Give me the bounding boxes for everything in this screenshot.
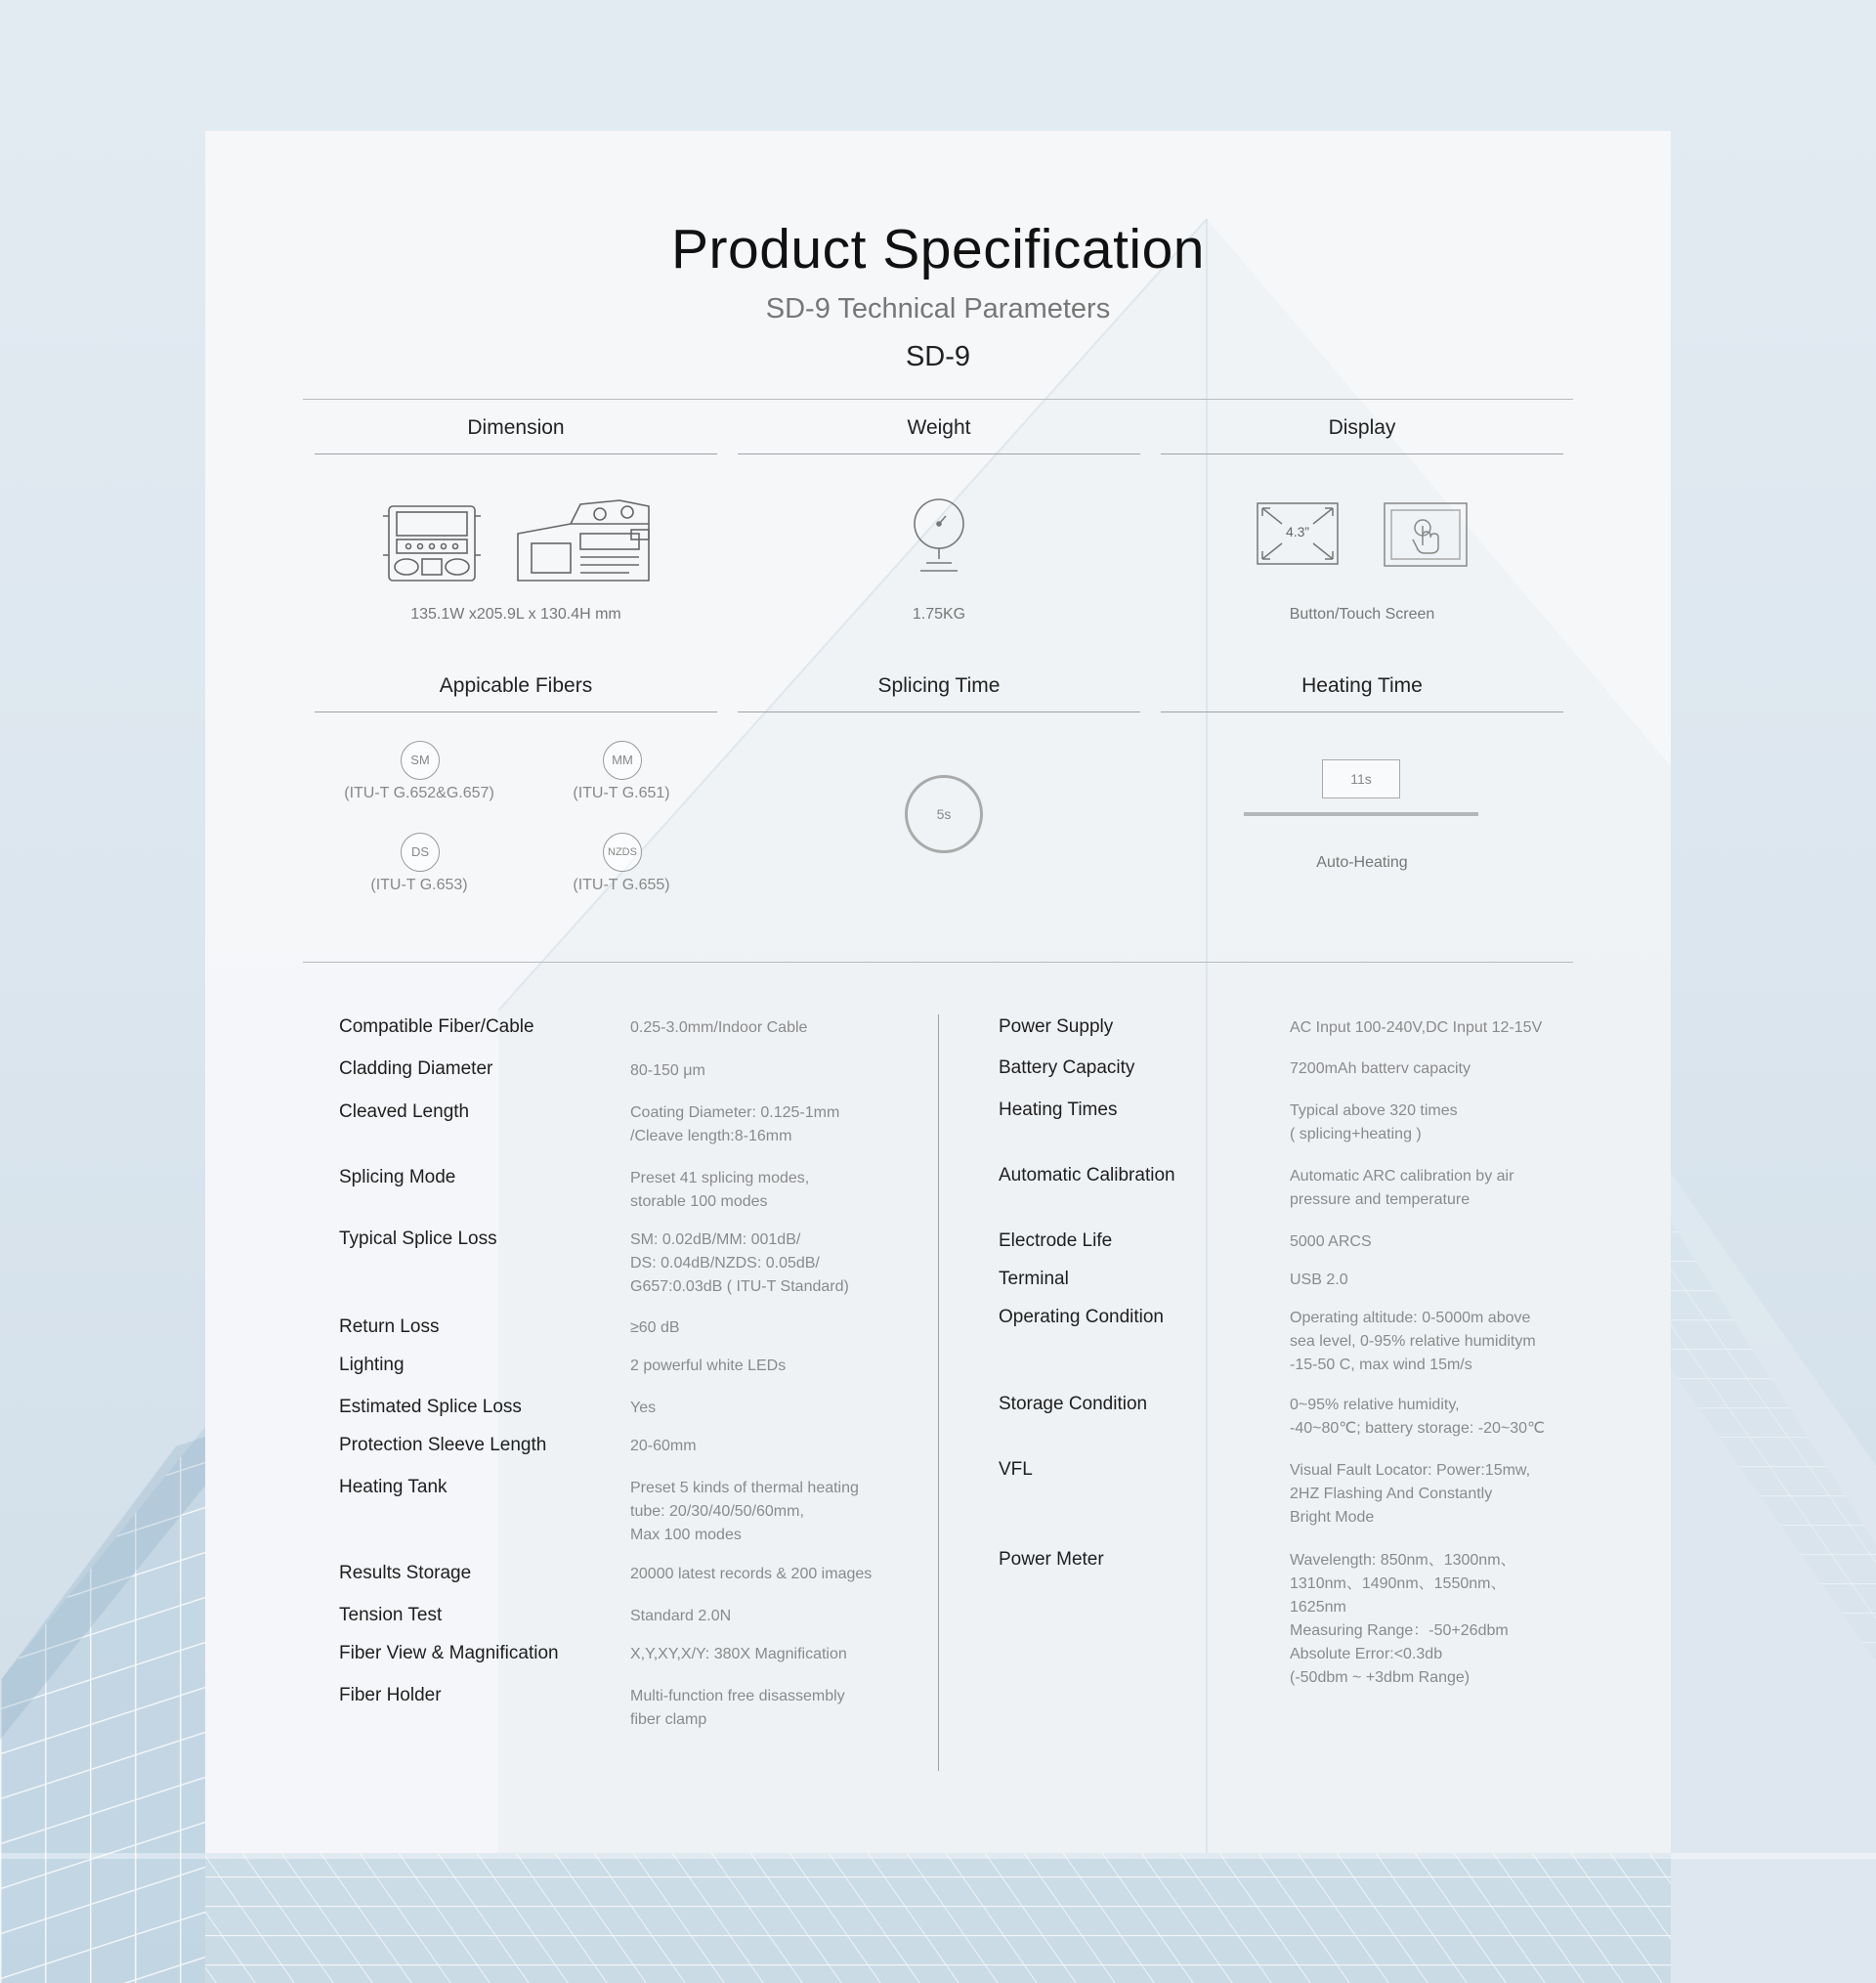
device-side-icon	[512, 495, 655, 586]
page-title: Product Specification	[671, 218, 1205, 280]
fibers-heading: Appicable Fibers	[315, 674, 717, 712]
scale-icon	[905, 495, 973, 579]
model-name: SD-9	[905, 341, 971, 372]
spec-label: Compatible Fiber/Cable	[339, 1016, 534, 1037]
spec-label: Splicing Mode	[339, 1167, 456, 1187]
heating-time-value: 11s	[1322, 759, 1400, 798]
spec-value: AC Input 100-240V,DC Input 12-15V	[1290, 1019, 1543, 1036]
spec-label: Power Meter	[999, 1549, 1104, 1570]
spec-label: Heating Tank	[339, 1477, 448, 1497]
spec-value: SM: 0.02dB/MM: 001dB/ DS: 0.04dB/NZDS: 0.05dB/ G657:0.03dB ( ITU-T Standard)	[630, 1231, 849, 1295]
fiber-standard-sm: (ITU-T G.652&G.657)	[344, 785, 494, 801]
heating-caption: Auto-Heating	[1316, 854, 1408, 871]
spec-label: Cladding Diameter	[339, 1058, 493, 1079]
spec-panel	[205, 131, 1671, 1853]
spec-label: Typical Splice Loss	[339, 1229, 497, 1249]
spec-value: 20-60mm	[630, 1438, 697, 1454]
dimension-heading: Dimension	[315, 416, 717, 454]
spec-value: Typical above 320 times ( splicing+heating )	[1290, 1102, 1458, 1142]
spec-value: 2 powerful white LEDs	[630, 1358, 787, 1374]
touch-screen-icon	[1384, 502, 1468, 567]
spec-label: Operating Condition	[999, 1307, 1164, 1327]
weight-value: 1.75KG	[912, 606, 966, 623]
spec-label: Return Loss	[339, 1316, 440, 1337]
spec-label: Fiber Holder	[339, 1685, 442, 1705]
spec-label: Power Supply	[999, 1016, 1114, 1037]
screen-size-label: 4.3”	[1285, 524, 1310, 539]
spec-value: 7200mAh batterv capacity	[1290, 1060, 1471, 1077]
page-subtitle: SD-9 Technical Parameters	[765, 293, 1111, 324]
spec-label: Tension Test	[339, 1605, 443, 1625]
spec-value: Automatic ARC calibration by air pressure and temperature	[1290, 1168, 1514, 1208]
splicing-time-value: 5s	[905, 775, 983, 853]
fiber-badge-nzds: NZDS	[603, 833, 642, 872]
spec-value: Wavelength: 850nm、1300nm、 1310nm、1490nm、1550nm、 1625nm Measuring Range：-50+26dbm Absolute Error:<0.3db (-50dbm ~ +3dbm Range)	[1290, 1552, 1516, 1686]
spec-label: Electrode Life	[999, 1230, 1113, 1251]
spec-value: Visual Fault Locator: Power:15mw, 2HZ Flashing And Constantly Bright Mode	[1290, 1462, 1531, 1526]
spec-label: Storage Condition	[999, 1394, 1148, 1414]
divider-middle	[303, 962, 1573, 963]
spec-label: VFL	[999, 1459, 1033, 1480]
spec-label: Lighting	[339, 1355, 405, 1375]
spec-value: 20000 latest records & 200 images	[630, 1566, 873, 1582]
spec-value: 0~95% relative humidity, -40~80℃; battery storage: -20~30℃	[1290, 1397, 1545, 1437]
spec-label: Heating Times	[999, 1099, 1118, 1120]
splicing-time-heading: Splicing Time	[738, 674, 1140, 712]
spec-label: Terminal	[999, 1269, 1069, 1289]
spec-column-divider	[938, 1014, 939, 1771]
spec-value: 80-150 μm	[630, 1062, 705, 1079]
fiber-badge-sm: SM	[401, 741, 440, 780]
spec-label: Battery Capacity	[999, 1057, 1135, 1078]
spec-label: Estimated Splice Loss	[339, 1397, 522, 1417]
spec-value: 5000 ARCS	[1290, 1233, 1372, 1250]
spec-label: Cleaved Length	[339, 1101, 470, 1122]
spec-label: Results Storage	[339, 1563, 472, 1583]
display-value: Button/Touch Screen	[1289, 606, 1435, 623]
spec-value: ≥60 dB	[630, 1319, 680, 1336]
spec-value: X,Y,XY,X/Y: 380X Magnification	[630, 1646, 847, 1662]
display-heading: Display	[1161, 416, 1563, 454]
fiber-badge-mm: MM	[603, 741, 642, 780]
dimension-value: 135.1W x205.9L x 130.4H mm	[410, 606, 621, 623]
fiber-standard-mm: (ITU-T G.651)	[573, 785, 670, 801]
screen-size-icon	[1257, 502, 1339, 565]
spec-value: Multi-function free disassembly fiber clamp	[630, 1688, 845, 1728]
fiber-badge-ds: DS	[401, 833, 440, 872]
fiber-standard-ds: (ITU-T G.653)	[370, 877, 468, 893]
spec-value: 0.25-3.0mm/Indoor Cable	[630, 1019, 808, 1036]
weight-heading: Weight	[738, 416, 1140, 454]
spec-value: USB 2.0	[1290, 1272, 1348, 1288]
spec-value: Preset 41 splicing modes, storable 100 modes	[630, 1170, 810, 1210]
spec-label: Protection Sleeve Length	[339, 1435, 547, 1455]
fiber-standard-nzds: (ITU-T G.655)	[573, 877, 670, 893]
spec-label: Automatic Calibration	[999, 1165, 1175, 1185]
spec-value: Yes	[630, 1400, 657, 1416]
spec-value: Operating altitude: 0-5000m above sea level, 0-95% relative humiditym -15-50 C, max wind 15m/s	[1290, 1310, 1536, 1373]
divider-top	[303, 399, 1573, 400]
spec-value: Standard 2.0N	[630, 1608, 732, 1624]
spec-value: Coating Diameter: 0.125-1mm /Cleave length:8-16mm	[630, 1104, 840, 1144]
device-front-icon	[379, 496, 485, 586]
heating-bar	[1244, 812, 1478, 816]
spec-label: Fiber View & Magnification	[339, 1643, 559, 1663]
heating-time-heading: Heating Time	[1161, 674, 1563, 712]
spec-value: Preset 5 kinds of thermal heating tube: 20/30/40/50/60mm, Max 100 modes	[630, 1480, 859, 1543]
